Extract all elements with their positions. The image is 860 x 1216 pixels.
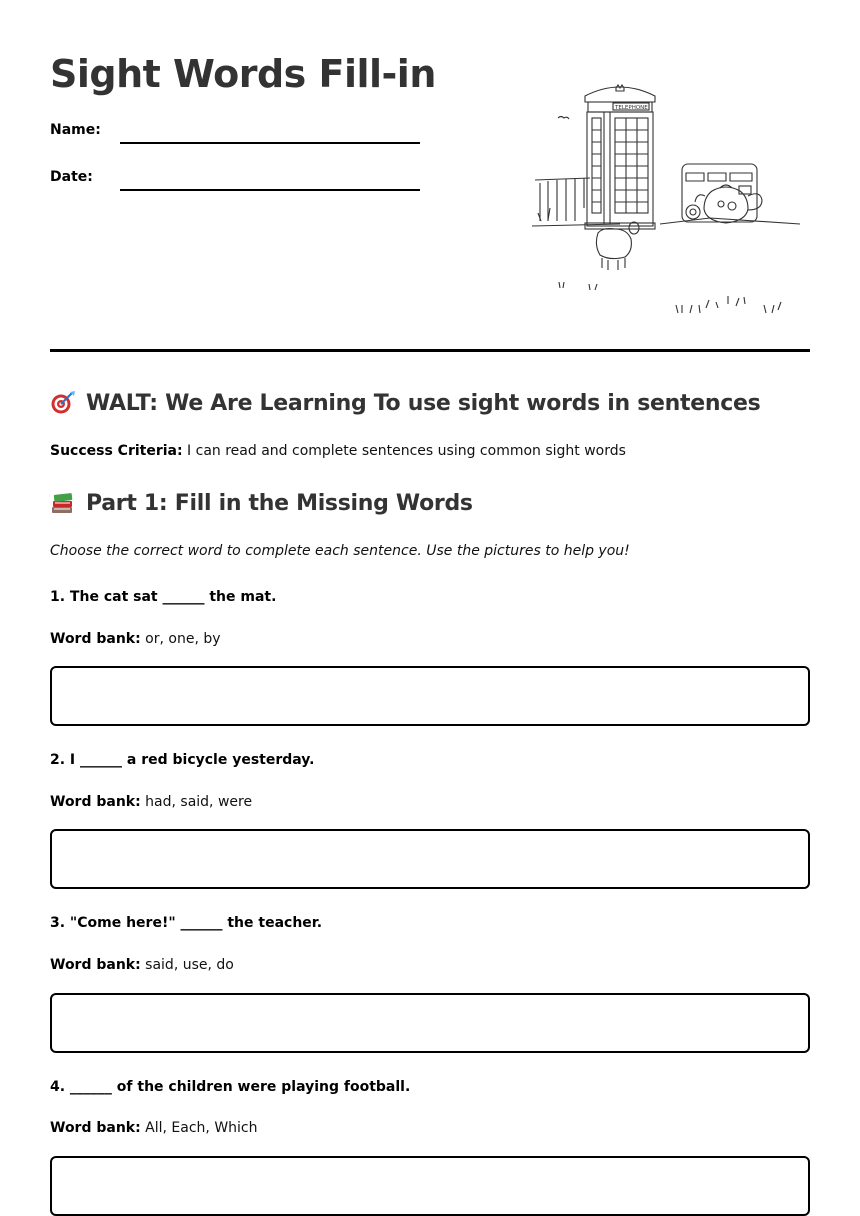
part1-instructions: Choose the correct word to complete each sentence. Use the pictures to help you!: [50, 543, 630, 559]
word-bank-words: All, Each, Which: [140, 1120, 258, 1136]
date-field[interactable]: [50, 169, 420, 199]
walt-heading-text: WALT: We Are Learning To use sight words in sentences: [86, 391, 761, 416]
question-2: 2. I ______ a red bicycle yesterday.: [50, 752, 315, 768]
question-3: 3. "Come here!" ______ the teacher.: [50, 915, 323, 931]
word-bank-words: or, one, by: [140, 631, 221, 647]
date-line[interactable]: [120, 189, 420, 191]
name-label: Name:: [50, 122, 101, 138]
success-criteria-label: Success Criteria:: [50, 443, 183, 459]
walt-heading: [50, 390, 760, 422]
teapot-icon: [695, 185, 762, 223]
date-label: Date:: [50, 169, 93, 185]
word-bank-2: [50, 792, 252, 812]
word-bank-3: [50, 955, 234, 975]
success-criteria-text: I can read and complete sentences using common sight words: [182, 443, 626, 459]
word-bank-label: Word bank:: [50, 631, 141, 647]
part1-heading-text: Part 1: Fill in the Missing Words: [86, 491, 473, 516]
page-title: Sight Words Fill-in: [50, 52, 436, 96]
answer-box-2[interactable]: [50, 829, 810, 889]
word-bank-label: Word bank:: [50, 794, 141, 810]
target-icon: [50, 390, 78, 422]
name-line[interactable]: [120, 142, 420, 144]
word-bank-4: [50, 1118, 258, 1138]
books-icon: [50, 490, 78, 522]
word-bank-1: [50, 629, 221, 649]
fence-icon: [535, 178, 590, 221]
name-field[interactable]: [50, 122, 420, 152]
london-scene-illustration: [530, 78, 820, 328]
answer-box-1[interactable]: [50, 666, 810, 726]
success-criteria: [50, 441, 626, 461]
word-bank-words: had, said, were: [140, 794, 253, 810]
bus-icon: [682, 164, 757, 222]
question-1: 1. The cat sat ______ the mat.: [50, 589, 277, 605]
word-bank-words: said, use, do: [140, 957, 234, 973]
word-bank-label: Word bank:: [50, 1120, 141, 1136]
word-bank-label: Word bank:: [50, 957, 141, 973]
answer-box-3[interactable]: [50, 993, 810, 1053]
telephone-box-icon: [585, 85, 655, 229]
question-4: 4. ______ of the children were playing football.: [50, 1079, 411, 1095]
header-divider: [50, 349, 810, 352]
part1-heading: [50, 490, 473, 522]
answer-box-4[interactable]: [50, 1156, 810, 1216]
svg-text:TELEPHONE: TELEPHONE: [615, 105, 648, 111]
